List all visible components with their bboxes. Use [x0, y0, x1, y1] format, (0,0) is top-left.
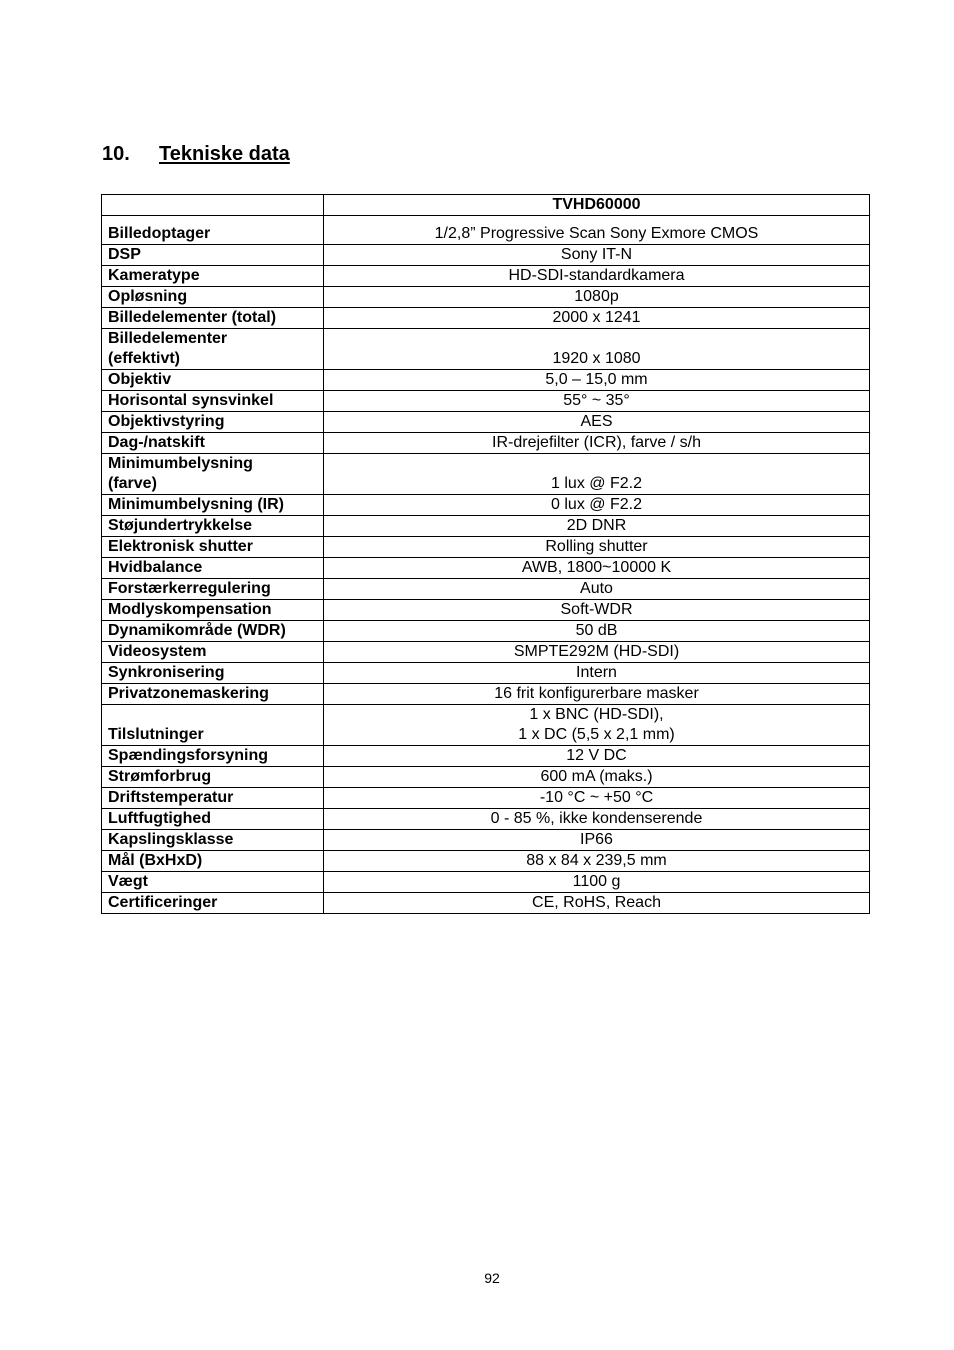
- spec-label: [102, 830, 324, 851]
- spec-value-line: Intern: [576, 664, 617, 681]
- spec-value-line: 2D DNR: [566, 517, 627, 534]
- table-row: [102, 433, 870, 454]
- spec-value-line: 2000 x 1241: [552, 309, 641, 326]
- spec-value-line: Sony IT-N: [560, 246, 633, 263]
- spec-label: [102, 245, 324, 266]
- spec-label-line: (effektivt): [108, 350, 181, 367]
- table-row: [102, 287, 870, 308]
- table-row: [102, 308, 870, 329]
- spec-label-line: Spændingsforsyning: [108, 747, 268, 764]
- spec-label-line: Strømforbrug: [108, 768, 212, 785]
- spec-label-line: Objektivstyring: [108, 413, 225, 430]
- spec-value: [324, 454, 870, 495]
- spec-label-line: Horisontal synsvinkel: [108, 392, 274, 409]
- spec-label: [102, 391, 324, 412]
- table-row: [102, 558, 870, 579]
- spec-value-line: 0 lux @ F2.2: [551, 496, 642, 513]
- spec-value: [324, 809, 870, 830]
- spec-label-line: Kameratype: [108, 267, 200, 284]
- table-row: [102, 266, 870, 287]
- spec-label: [102, 266, 324, 287]
- spec-label: [102, 684, 324, 705]
- spec-label: [102, 287, 324, 308]
- section-number: 10.: [102, 143, 130, 165]
- spec-value-line: 600 mA (maks.): [540, 768, 653, 785]
- table-row: [102, 809, 870, 830]
- table-row: [102, 495, 870, 516]
- spec-value: [324, 537, 870, 558]
- spec-label: [102, 579, 324, 600]
- spec-value-line: 1/2,8” Progressive Scan Sony Exmore CMOS: [434, 225, 759, 242]
- spec-value: [324, 621, 870, 642]
- spec-value-line: AES: [580, 413, 613, 430]
- spec-value: [324, 788, 870, 809]
- table-row: [102, 746, 870, 767]
- spec-label-line: Luftfugtighed: [108, 810, 212, 827]
- spec-value: [324, 579, 870, 600]
- spec-label-line: Billedoptager: [108, 225, 211, 242]
- spec-label-line: Certificeringer: [108, 894, 218, 911]
- table-row: [102, 216, 870, 245]
- spec-value: [324, 872, 870, 893]
- spec-label: [102, 705, 324, 746]
- spec-label: [102, 851, 324, 872]
- spec-value: [324, 684, 870, 705]
- header-cell-empty: [102, 195, 324, 216]
- spec-value-line: 1 x DC (5,5 x 2,1 mm): [518, 726, 675, 743]
- spec-value-line: HD-SDI-standardkamera: [508, 267, 685, 284]
- spec-value: [324, 391, 870, 412]
- spec-label: [102, 621, 324, 642]
- spec-label: [102, 433, 324, 454]
- spec-value: [324, 370, 870, 391]
- table-row: [102, 830, 870, 851]
- spec-value-line: 55° ~ 35°: [563, 392, 630, 409]
- spec-label: [102, 872, 324, 893]
- spec-label: [102, 663, 324, 684]
- spec-label-line: Modlyskompensation: [108, 601, 272, 618]
- spec-value: [324, 495, 870, 516]
- spec-value: [324, 642, 870, 663]
- spec-label: [102, 516, 324, 537]
- spec-value: [324, 767, 870, 788]
- table-row: [102, 537, 870, 558]
- spec-label: [102, 495, 324, 516]
- spec-value-line: 1100 g: [572, 873, 621, 890]
- spec-value: [324, 245, 870, 266]
- spec-value-line: Rolling shutter: [545, 538, 648, 555]
- spec-value: [324, 746, 870, 767]
- table-row: [102, 872, 870, 893]
- spec-label-line: Støjundertrykkelse: [108, 517, 253, 534]
- spec-label-line: Minimumbelysning (IR): [108, 496, 284, 513]
- spec-value: [324, 412, 870, 433]
- table-row: [102, 579, 870, 600]
- spec-value-line: Soft-WDR: [560, 601, 633, 618]
- table-row: [102, 663, 870, 684]
- table-row: [102, 329, 870, 370]
- spec-label-line: Elektronisk shutter: [108, 538, 253, 555]
- spec-value: [324, 600, 870, 621]
- spec-label-line: Dynamikområde (WDR): [108, 622, 286, 639]
- section-heading: [102, 140, 290, 168]
- spec-value-line: 0 - 85 %, ikke kondenserende: [490, 810, 703, 827]
- spec-label: [102, 642, 324, 663]
- spec-label: [102, 788, 324, 809]
- spec-value: [324, 433, 870, 454]
- spec-value-line: SMPTE292M (HD-SDI): [513, 643, 680, 660]
- table-row: [102, 454, 870, 495]
- spec-label-line: (farve): [108, 475, 157, 492]
- spec-label-line: Billedelementer (total): [108, 309, 277, 326]
- spec-label-line: Billedelementer: [108, 330, 228, 347]
- spec-label: [102, 746, 324, 767]
- spec-label-line: Minimumbelysning: [108, 455, 253, 472]
- spec-label: [102, 308, 324, 329]
- spec-value: [324, 287, 870, 308]
- table-header-row: [102, 195, 870, 216]
- spec-value-line: 12 V DC: [566, 747, 627, 764]
- spec-value-line: -10 °C ~ +50 °C: [539, 789, 654, 806]
- spec-label: [102, 412, 324, 433]
- table-row: [102, 851, 870, 872]
- spec-value-line: 1080p: [574, 288, 619, 305]
- header-cell-model: TVHD60000: [324, 195, 870, 216]
- spec-label: [102, 600, 324, 621]
- spec-label: [102, 454, 324, 495]
- spec-value-line: 16 frit konfigurerbare masker: [494, 685, 699, 702]
- table-row: [102, 788, 870, 809]
- spec-label: [102, 537, 324, 558]
- table-row: [102, 370, 870, 391]
- spec-value: [324, 663, 870, 684]
- spec-label: [102, 767, 324, 788]
- table-row: [102, 245, 870, 266]
- spec-label-line: DSP: [108, 246, 141, 263]
- spec-label-line: Privatzonemaskering: [108, 685, 269, 702]
- spec-value-line: CE, RoHS, Reach: [532, 894, 661, 911]
- spec-value: [324, 216, 870, 245]
- spec-value: [324, 851, 870, 872]
- spec-label-line: Opløsning: [108, 288, 188, 305]
- section-title: Tekniske data: [159, 143, 290, 165]
- spec-label-line: Synkronisering: [108, 664, 225, 681]
- table-row: [102, 621, 870, 642]
- table-row: [102, 705, 870, 746]
- page-number: 92: [484, 1270, 500, 1286]
- table-row: [102, 684, 870, 705]
- spec-value-line: 1 lux @ F2.2: [551, 475, 642, 492]
- spec-label: [102, 893, 324, 914]
- spec-label-line: Kapslingsklasse: [108, 831, 234, 848]
- spec-value-line: 50 dB: [575, 622, 618, 639]
- spec-value-line: IR-drejefilter (ICR), farve / s/h: [492, 434, 701, 451]
- spec-label-line: Mål (BxHxD): [108, 852, 203, 869]
- spec-value: [324, 308, 870, 329]
- spec-value: [324, 705, 870, 746]
- spec-value-line: 5,0 – 15,0 mm: [545, 371, 648, 388]
- spec-label: [102, 558, 324, 579]
- spec-label: [102, 216, 324, 245]
- table-row: [102, 391, 870, 412]
- spec-value: [324, 558, 870, 579]
- spec-label: [102, 809, 324, 830]
- spec-label-line: Dag-/natskift: [108, 434, 205, 451]
- spec-value-line: Auto: [580, 580, 613, 597]
- spec-label-line: Hvidbalance: [108, 559, 203, 576]
- spec-value: [324, 893, 870, 914]
- spec-value-line: AWB, 1800~10000 K: [521, 559, 672, 576]
- spec-label-line: Forstærkerregulering: [108, 580, 271, 597]
- table-row: [102, 767, 870, 788]
- spec-label-line: Tilslutninger: [108, 726, 204, 743]
- spec-value: [324, 266, 870, 287]
- specs-table: [101, 194, 870, 914]
- spec-value: [324, 830, 870, 851]
- spec-label-line: Videosystem: [108, 643, 207, 660]
- table-row: [102, 412, 870, 433]
- spec-label: [102, 329, 324, 370]
- spec-value-line: 88 x 84 x 239,5 mm: [526, 852, 667, 869]
- spec-value-line: 1 x BNC (HD-SDI),: [529, 706, 664, 723]
- table-row: [102, 600, 870, 621]
- spec-label-line: Driftstemperatur: [108, 789, 234, 806]
- spec-label: [102, 370, 324, 391]
- table-row: [102, 642, 870, 663]
- spec-label-line: Objektiv: [108, 371, 172, 388]
- table-row: [102, 893, 870, 914]
- spec-label-line: Vægt: [108, 873, 148, 890]
- spec-value: [324, 329, 870, 370]
- spec-value: [324, 516, 870, 537]
- table-row: [102, 516, 870, 537]
- spec-value-line: IP66: [580, 831, 613, 848]
- spec-value-line: 1920 x 1080: [552, 350, 641, 367]
